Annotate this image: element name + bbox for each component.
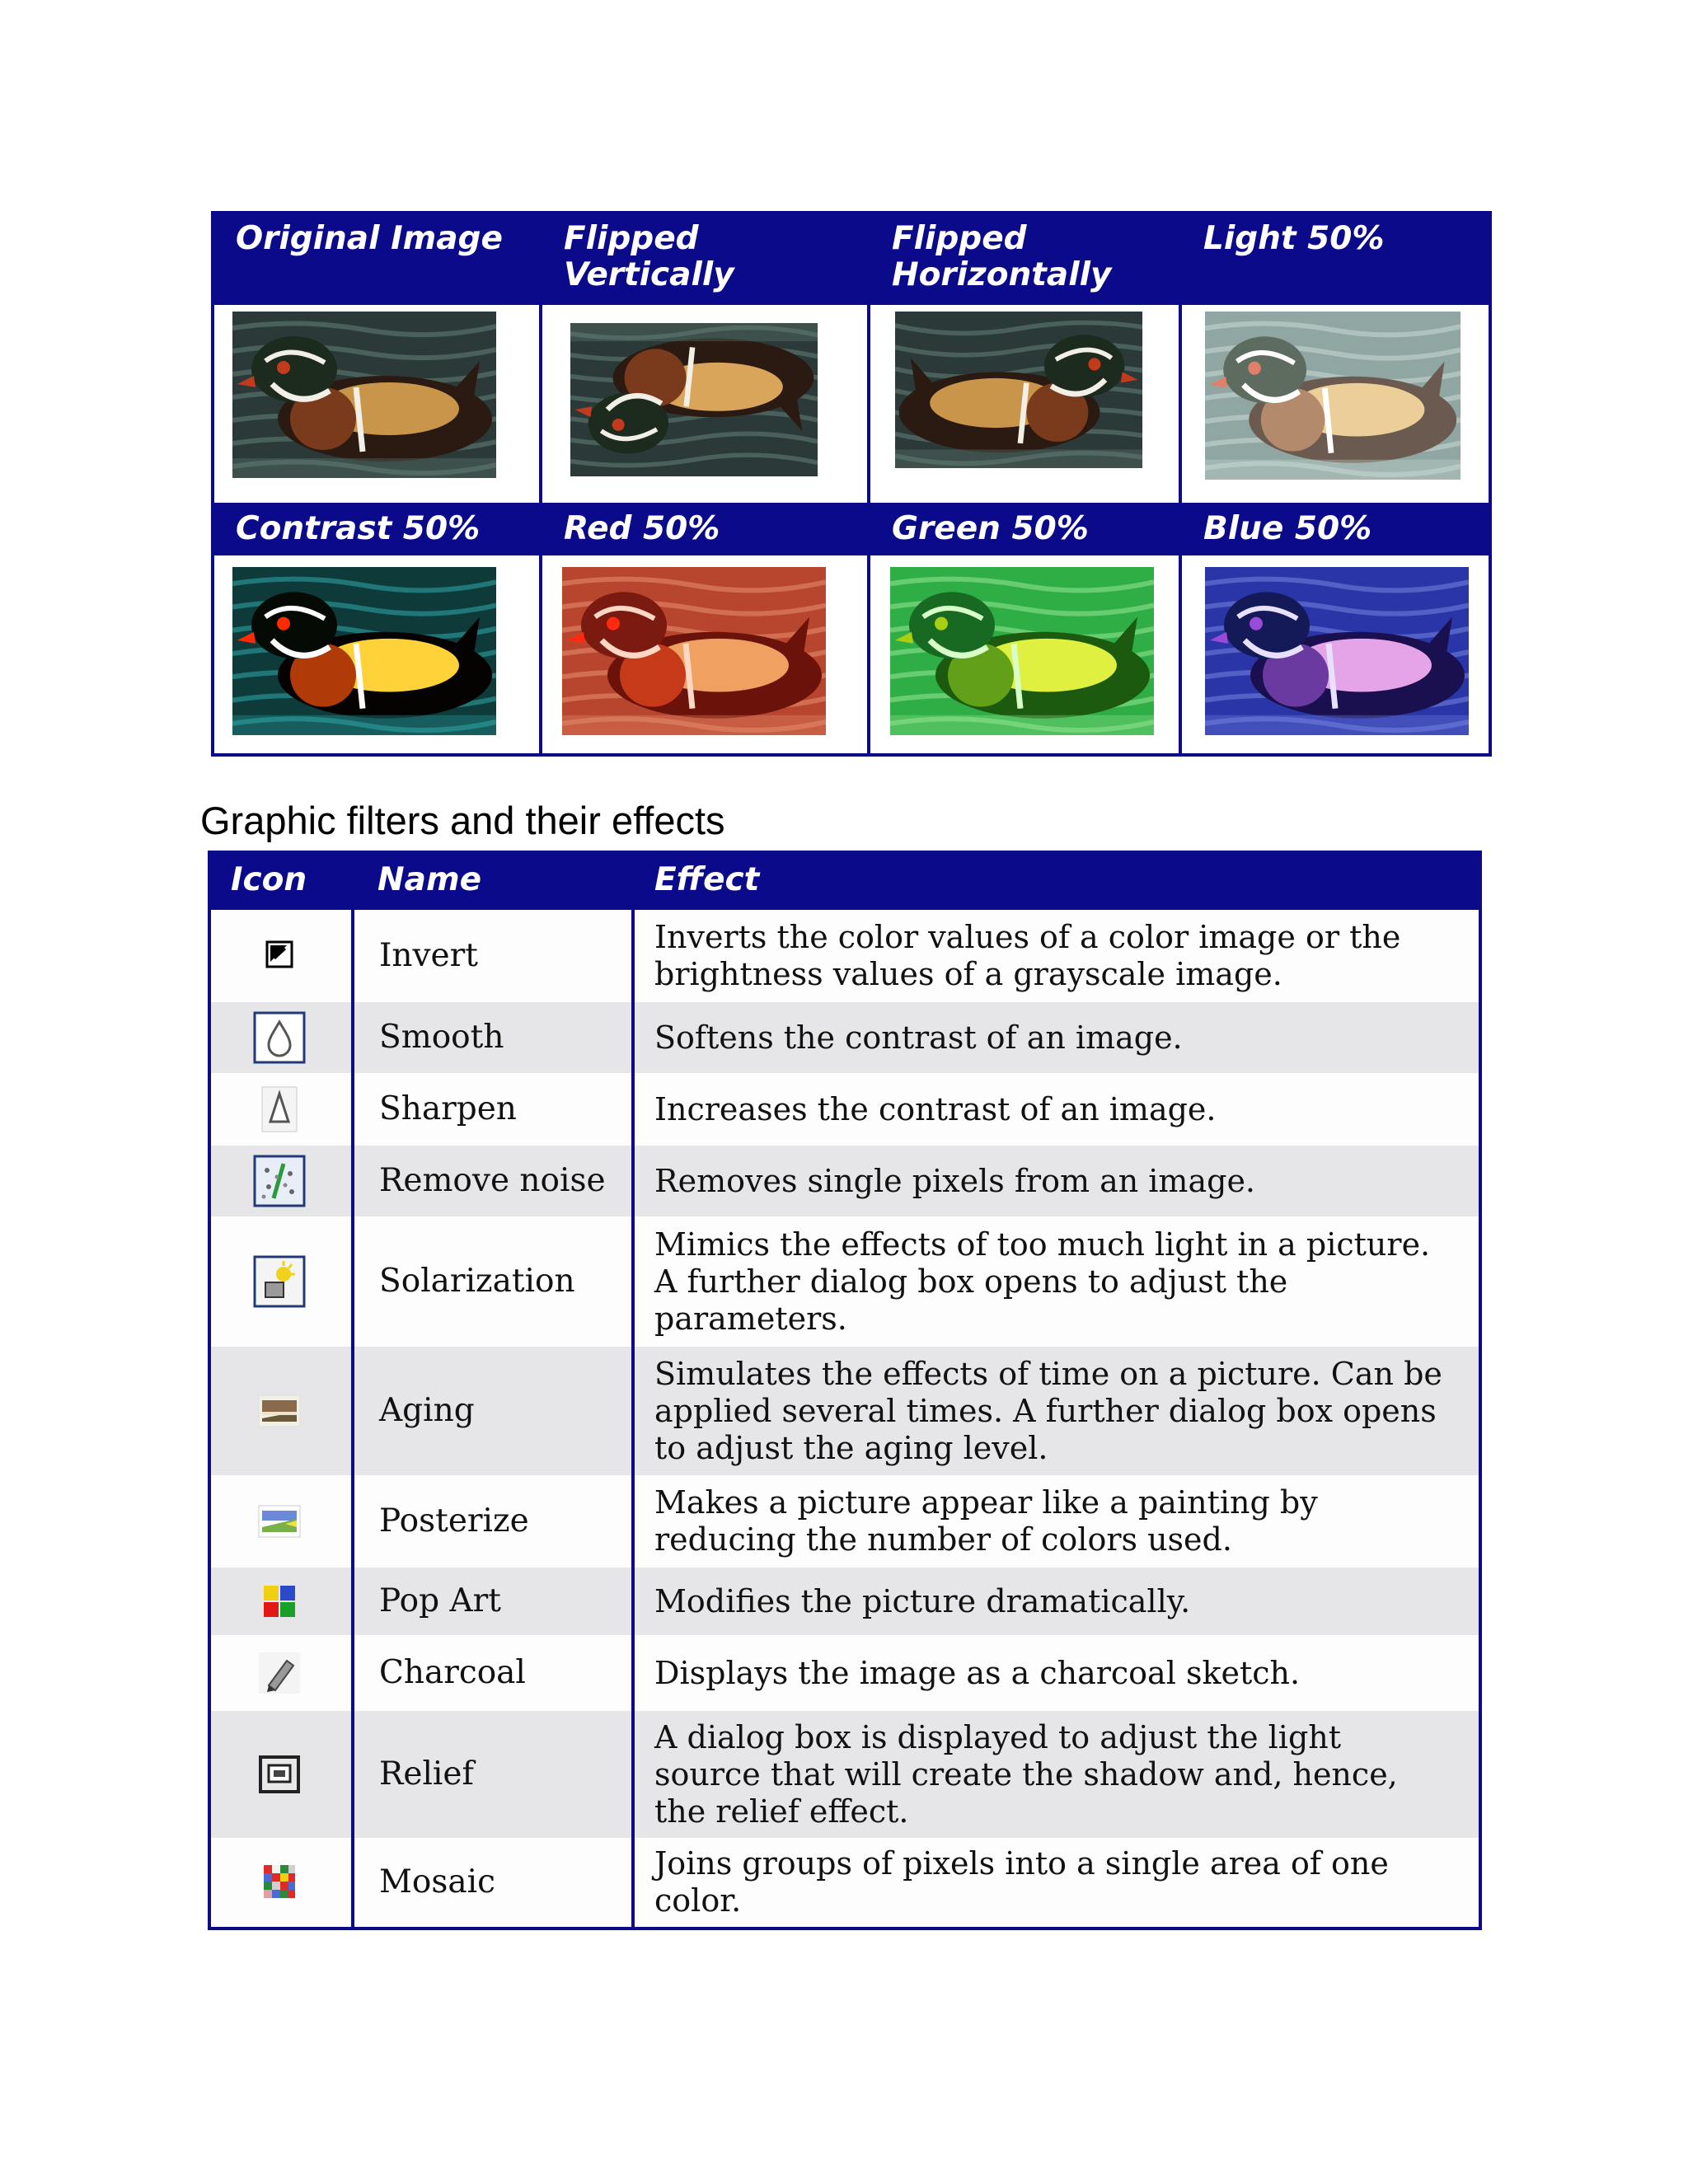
filter-effect-line: the relief effect. (654, 1793, 909, 1830)
smooth-icon (252, 1010, 307, 1065)
filter-effect-line: reducing the number of colors used. (654, 1521, 1232, 1558)
filter-name: Invert (379, 937, 478, 974)
filter-effect (654, 1719, 1466, 1830)
filter-effect-line: Increases the contrast of an image. (654, 1090, 1217, 1127)
solarization-icon (252, 1254, 307, 1309)
duck-photo-original (232, 312, 496, 478)
grid-header-light (1182, 214, 1489, 305)
filter-effect-line: A dialog box is displayed to adjust the light (654, 1718, 1342, 1755)
filter-effect-line: Makes a picture appear like a painting by (654, 1484, 1318, 1521)
filter-effect (654, 1019, 1466, 1057)
aging-icon (252, 1384, 307, 1438)
grid-header-line: Flipped (892, 220, 1027, 257)
filter-effect-line: Displays the image as a charcoal sketch. (654, 1654, 1301, 1691)
filter-name: Remove noise (379, 1162, 606, 1199)
filter-effect-line: Inverts the color values of a color image or the (654, 919, 1401, 955)
grid-header-flipped-horizontally (870, 214, 1182, 305)
grid-header-flipped-vertically (542, 214, 870, 305)
duck-photo-flipped-vertically (570, 323, 818, 476)
filter-name: Smooth (379, 1019, 504, 1056)
filter-effect-line: parameters. (654, 1300, 847, 1337)
filter-name: Posterize (379, 1502, 529, 1540)
filter-table (208, 851, 1482, 1930)
filter-effect-line: A further dialog box opens to adjust the (654, 1263, 1288, 1300)
image-effects-grid (211, 211, 1492, 757)
remove-noise-icon (252, 1154, 307, 1208)
header-icon: Icon (231, 861, 307, 898)
grid-divider (867, 214, 870, 753)
posterize-icon (252, 1494, 307, 1549)
relief-icon (252, 1747, 307, 1802)
grid-header-blue (1182, 503, 1489, 555)
grid-header-line: Green 50% (892, 510, 1089, 547)
filter-effect (654, 1484, 1466, 1558)
filter-row-mosaic (211, 1838, 1479, 1927)
duck-photo-blue (1205, 567, 1469, 735)
filter-effect-line: color. (654, 1882, 742, 1919)
filter-row-charcoal (211, 1635, 1479, 1711)
grid-header-green (870, 503, 1182, 555)
grid-header-line: Flipped (564, 220, 699, 257)
duck-photo-contrast (232, 567, 496, 735)
charcoal-icon (252, 1646, 307, 1700)
duck-photo-flipped-horizontally (895, 312, 1142, 468)
filter-effect (654, 1163, 1466, 1200)
filter-row-invert (211, 910, 1479, 1002)
filter-effect-line: Removes single pixels from an image. (654, 1162, 1256, 1199)
pop-art-icon (252, 1574, 307, 1629)
filter-table-header (211, 854, 1479, 910)
filter-row-smooth (211, 1002, 1479, 1073)
grid-header-line: Contrast 50% (236, 510, 481, 547)
grid-header-row-1 (214, 214, 1489, 305)
grid-header-red (542, 503, 870, 555)
filter-effect (654, 919, 1466, 993)
grid-divider (539, 214, 542, 753)
filter-effect-line: to adjust the aging level. (654, 1429, 1048, 1466)
filter-name: Solarization (379, 1263, 575, 1300)
filter-name: Sharpen (379, 1090, 517, 1127)
filter-effect-line: Softens the contrast of an image. (654, 1019, 1183, 1056)
filter-row-pop-art (211, 1568, 1479, 1635)
filter-row-solarization (211, 1216, 1479, 1347)
filter-effect-line: source that will create the shadow and, hence, (654, 1755, 1398, 1793)
filter-effect (654, 1583, 1466, 1620)
duck-photo-green (890, 567, 1154, 735)
filter-effect-line: Joins groups of pixels into a single area of one (654, 1845, 1389, 1882)
grid-header-contrast (214, 503, 542, 555)
duck-photo-red (562, 567, 826, 735)
grid-header-line: Blue 50% (1203, 510, 1372, 547)
grid-header-line: Light 50% (1203, 220, 1385, 257)
table-divider (631, 910, 635, 1927)
filter-row-remove-noise (211, 1146, 1479, 1216)
filter-name: Pop Art (379, 1582, 501, 1619)
filter-name: Charcoal (379, 1654, 526, 1691)
filter-effect (654, 1356, 1466, 1467)
grid-header-line: Red 50% (564, 510, 720, 547)
filter-effect (654, 1655, 1466, 1692)
mosaic-icon (252, 1855, 307, 1910)
filter-effect (654, 1226, 1466, 1338)
filter-row-relief (211, 1711, 1479, 1838)
filter-effect-line: Simulates the effects of time on a picture. Can be (654, 1355, 1442, 1392)
filter-name: Relief (379, 1755, 474, 1793)
grid-header-line: Horizontally (892, 256, 1112, 293)
filter-effect (654, 1845, 1466, 1919)
grid-header-row-2 (214, 503, 1489, 555)
table-divider (351, 910, 354, 1927)
filter-effect-line: Mimics the effects of too much light in a picture. (654, 1226, 1431, 1263)
filter-effect (654, 1091, 1466, 1128)
table-caption: Graphic filters and their effects (200, 799, 725, 842)
filter-name: Mosaic (379, 1863, 495, 1900)
filter-name: Aging (379, 1392, 475, 1429)
filter-row-sharpen (211, 1073, 1479, 1146)
grid-divider (1179, 214, 1182, 753)
duck-photo-light (1205, 312, 1461, 480)
filter-effect-line: Modifies the picture dramatically. (654, 1582, 1191, 1619)
sharpen-icon (252, 1082, 307, 1137)
header-effect: Effect (654, 861, 760, 898)
filter-row-aging (211, 1347, 1479, 1475)
invert-icon (252, 929, 307, 983)
header-name: Name (377, 861, 482, 898)
grid-header-line: Original Image (236, 220, 503, 257)
grid-header-line: Vertically (564, 256, 734, 293)
filter-effect-line: applied several times. A further dialog box opens (654, 1392, 1437, 1429)
grid-header-original (214, 214, 542, 305)
filter-effect-line: brightness values of a grayscale image. (654, 956, 1282, 992)
filter-row-posterize (211, 1475, 1479, 1568)
